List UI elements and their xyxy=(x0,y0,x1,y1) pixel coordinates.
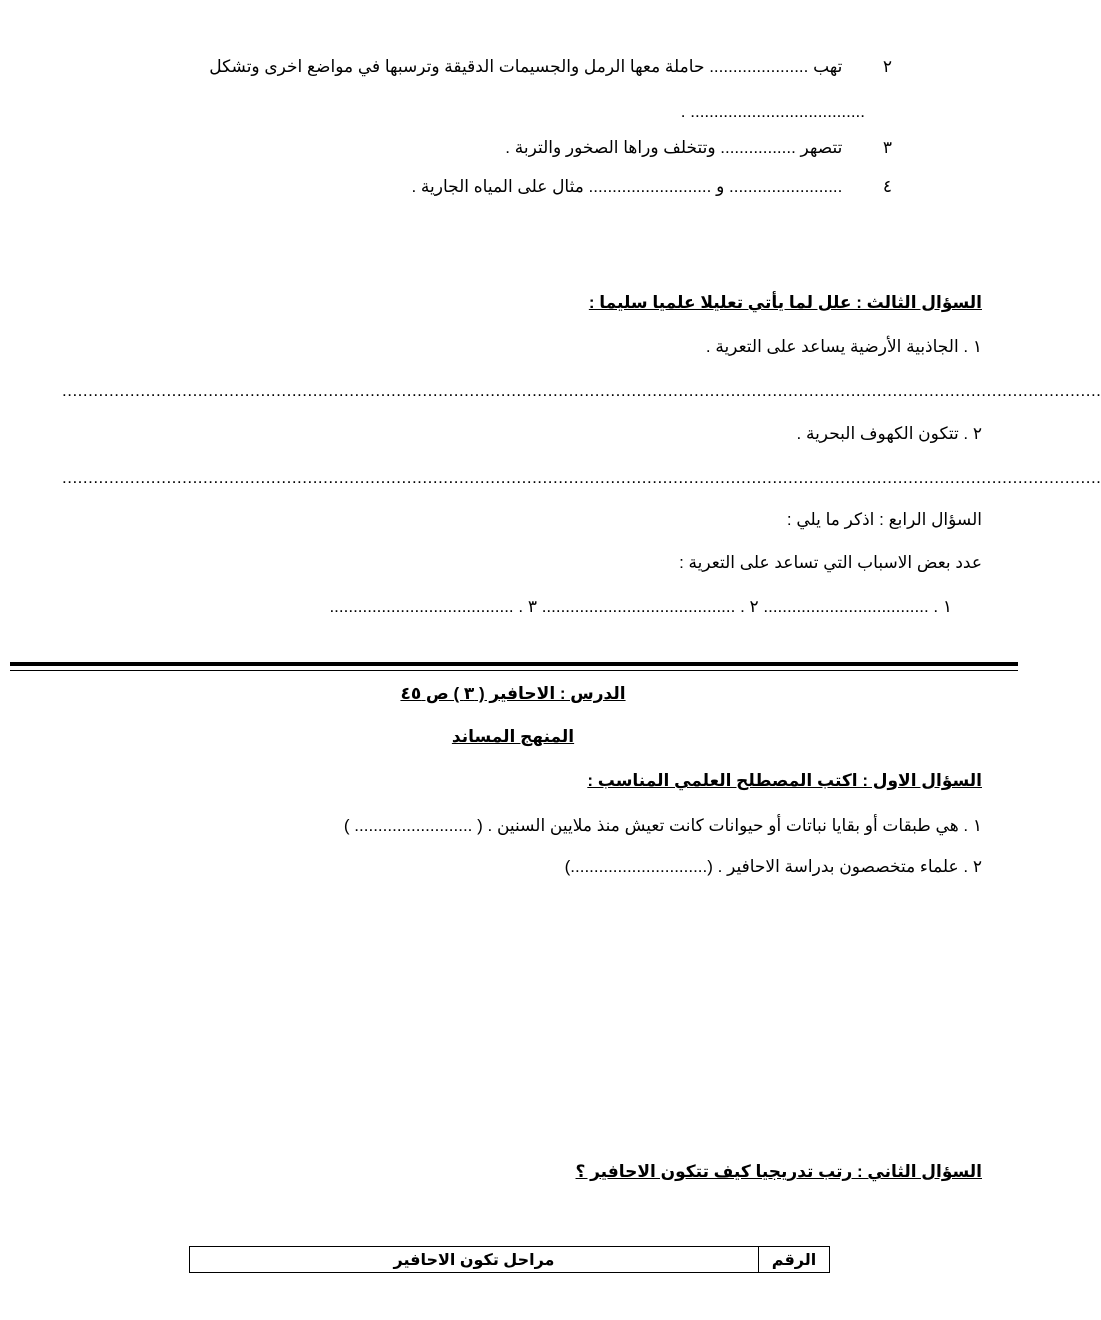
column-header-stages: مراحل تكون الاحافير xyxy=(190,1247,759,1273)
question3-item-1: ١ . الجاذبية الأرضية يساعد على التعرية . xyxy=(705,337,982,356)
item-text: تتصهر ................ وتتخلف وراها الصخور والتربة . xyxy=(505,138,843,157)
item-number: ٤ xyxy=(882,177,892,196)
item-number: ٣ xyxy=(882,138,892,157)
item-text: تهب ..................... حاملة معها الرمل والجسيمات الدقيقة وترسبها في مواضع اخرى وتشكل xyxy=(209,57,843,76)
table-header-row xyxy=(190,1247,830,1273)
fill-in-item-4 xyxy=(411,176,892,198)
item-text: ..................................... . xyxy=(680,102,865,121)
question1-title: السؤال الاول : اكتب المصطلح العلمي المناسب : xyxy=(587,771,982,790)
answer-line: ....................................................................................................................................................................................................... xyxy=(62,381,1101,400)
column-header-number: الرقم xyxy=(759,1247,830,1273)
question3-title: السؤال الثالث : علل لما يأتي تعليلا علميا سليما : xyxy=(588,293,982,312)
stages-table xyxy=(189,1246,830,1273)
fill-in-item-2 xyxy=(209,56,892,78)
fill-in-item-3 xyxy=(505,137,892,159)
question1-item-2: ٢ . علماء متخصصون بدراسة الاحافير . (.............................) xyxy=(564,857,982,876)
item-text: ........................ و .......................... مثال على المياه الجارية . xyxy=(411,177,843,196)
question1-item-1: ١ . هي طبقات أو بقايا نباتات أو حيوانات كانت تعيش منذ ملايين السنين . ( ......................... ) xyxy=(343,816,982,835)
answer-line: ....................................................................................................................................................................................................... xyxy=(62,468,1101,487)
item-number: ٢ xyxy=(882,57,892,76)
section-divider-thin xyxy=(10,670,1018,671)
question4-prompt: عدد بعض الاسباب التي تساعد على التعرية : xyxy=(679,553,982,572)
section-divider xyxy=(10,662,1018,666)
fill-in-item-2-continuation xyxy=(681,101,865,123)
question4-title: السؤال الرابع : اذكر ما يلي : xyxy=(786,510,982,529)
question4-answers: ١ . ................................... ٢ . ......................................... ٣ . ....................................... xyxy=(329,597,952,616)
question2-title: السؤال الثاني : رتب تدريجيا كيف تتكون الاحافير ؟ xyxy=(575,1162,982,1181)
lesson-title: الدرس : الاحافير ( ٣ ) ص ٤٥ xyxy=(400,684,626,703)
lesson-subtitle: المنهج المساند xyxy=(451,727,575,746)
question3-item-2: ٢ . تتكون الكهوف البحرية . xyxy=(796,424,982,443)
